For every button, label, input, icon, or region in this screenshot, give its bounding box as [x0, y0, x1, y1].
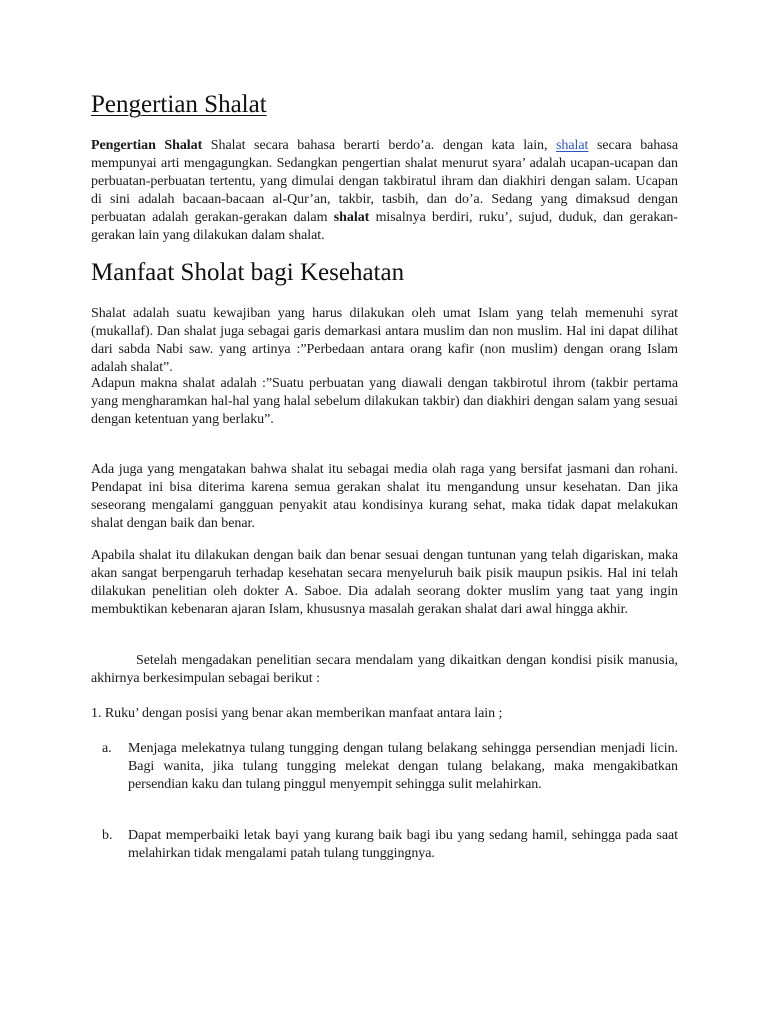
- list-item: [102, 827, 678, 863]
- paragraph-penelitian: Apabila shalat itu dilakukan dengan baik dan benar sesuai dengan tuntunan yang telah digariskan, maka akan sangat berpengaruh terhadap kesehatan secara menyeluruh baik pisik maupun psikis. Hal ini telah dilakukan penelitian oleh dokter A. Saboe. Dia adalah seorang dokter muslim yang taat yang ingin membuktikan kebenaran ajaran Islam, khususnya masalah gerakan shalat dari awal hingga akhir.: [91, 548, 678, 617]
- paragraph-kesimpulan: Setelah mengadakan penelitian secara mendalam yang dikaitkan dengan kondisi pisik manusia, akhirnya berkesimpulan sebagai berikut :: [91, 653, 678, 686]
- intro-bold-mid: shalat: [333, 210, 370, 225]
- paragraph-makna: Adapun makna shalat adalah :”Suatu perbuatan yang diawali dengan takbirotul ihrom (takbir pertama yang mengharamkan hal-hal yang halal sebelum dilakukan takbir) dan diakhiri dengan salam yang sesuai dengan ketentuan yang berlaku”.: [91, 376, 678, 427]
- intro-text-1: Shalat secara bahasa berarti berdo’a. dengan kata lain,: [202, 138, 557, 153]
- paragraph-kewajiban: Shalat adalah suatu kewajiban yang harus dilakukan oleh umat Islam yang telah memenuhi syrat (mukallaf). Dan shalat juga sebagai garis demarkasi antara muslim dan non muslim. Hal ini dapat dilihat dari sabda Nabi saw. yang artinya :”Perbedaan antara orang kafir (non muslim) dengan orang Islam adalah shalat”.: [91, 306, 678, 375]
- list-item-label: b.: [102, 828, 113, 843]
- shalat-link[interactable]: shalat: [556, 138, 589, 153]
- intro-bold-lead: Pengertian Shalat: [91, 138, 203, 153]
- numbered-item-1: 1. Ruku’ dengan posisi yang benar akan memberikan manfaat antara lain ;: [91, 706, 503, 721]
- list-item-label: a.: [102, 741, 112, 756]
- list-item-text: Menjaga melekatnya tulang tungging dengan tulang belakang sehingga persendian menjadi licin. Bagi wanita, jika tulang tungging melekat dengan tulang belakang, maka mengakibatkan persendian kaku dan tulang pinggul menyempit sehingga sulit melahirkan.: [128, 741, 678, 792]
- list-item-text: Dapat memperbaiki letak bayi yang kurang baik bagi ibu yang sedang hamil, sehingga pada saat melahirkan tidak mengalami patah tulang tunggingnya.: [128, 828, 678, 861]
- paragraph-olah-raga: Ada juga yang mengatakan bahwa shalat itu sebagai media olah raga yang bersifat jasmani dan rohani. Pendapat ini bisa diterima karena semua gerakan shalat itu mengandung unsur kesehatan. Dan jika seseorang mengalami gangguan penyakit atau kondisinya kurang sehat, maka tidak dapat melakukan shalat dengan baik dan benar.: [91, 462, 678, 531]
- intro-paragraph: [91, 137, 678, 245]
- intro-text-2: secara bahasa mempunyai arti mengagungkan. Sedangkan pengertian shalat menurut syara’ adalah ucapan-ucapan dan perbuatan-perbuatan tertentu, yang dimulai dengan takbiratul ihram dan diakhiri dengan salam. Ucapan di sini adalah bacaan-bacaan al-Qur’an, takbir, tasbih, dan do’a. Sedang yang dimaksud dengan perbuatan adalah gerakan-gerakan dalam: [91, 138, 678, 225]
- intro-text-3: misalnya berdiri, ruku’, sujud, duduk, dan gerakan-gerakan lain yang dilakukan dalam shalat.: [91, 210, 678, 243]
- page-title: Pengertian Shalat: [91, 91, 267, 118]
- section-heading: Manfaat Sholat bagi Kesehatan: [91, 259, 405, 286]
- list-item: [102, 740, 678, 794]
